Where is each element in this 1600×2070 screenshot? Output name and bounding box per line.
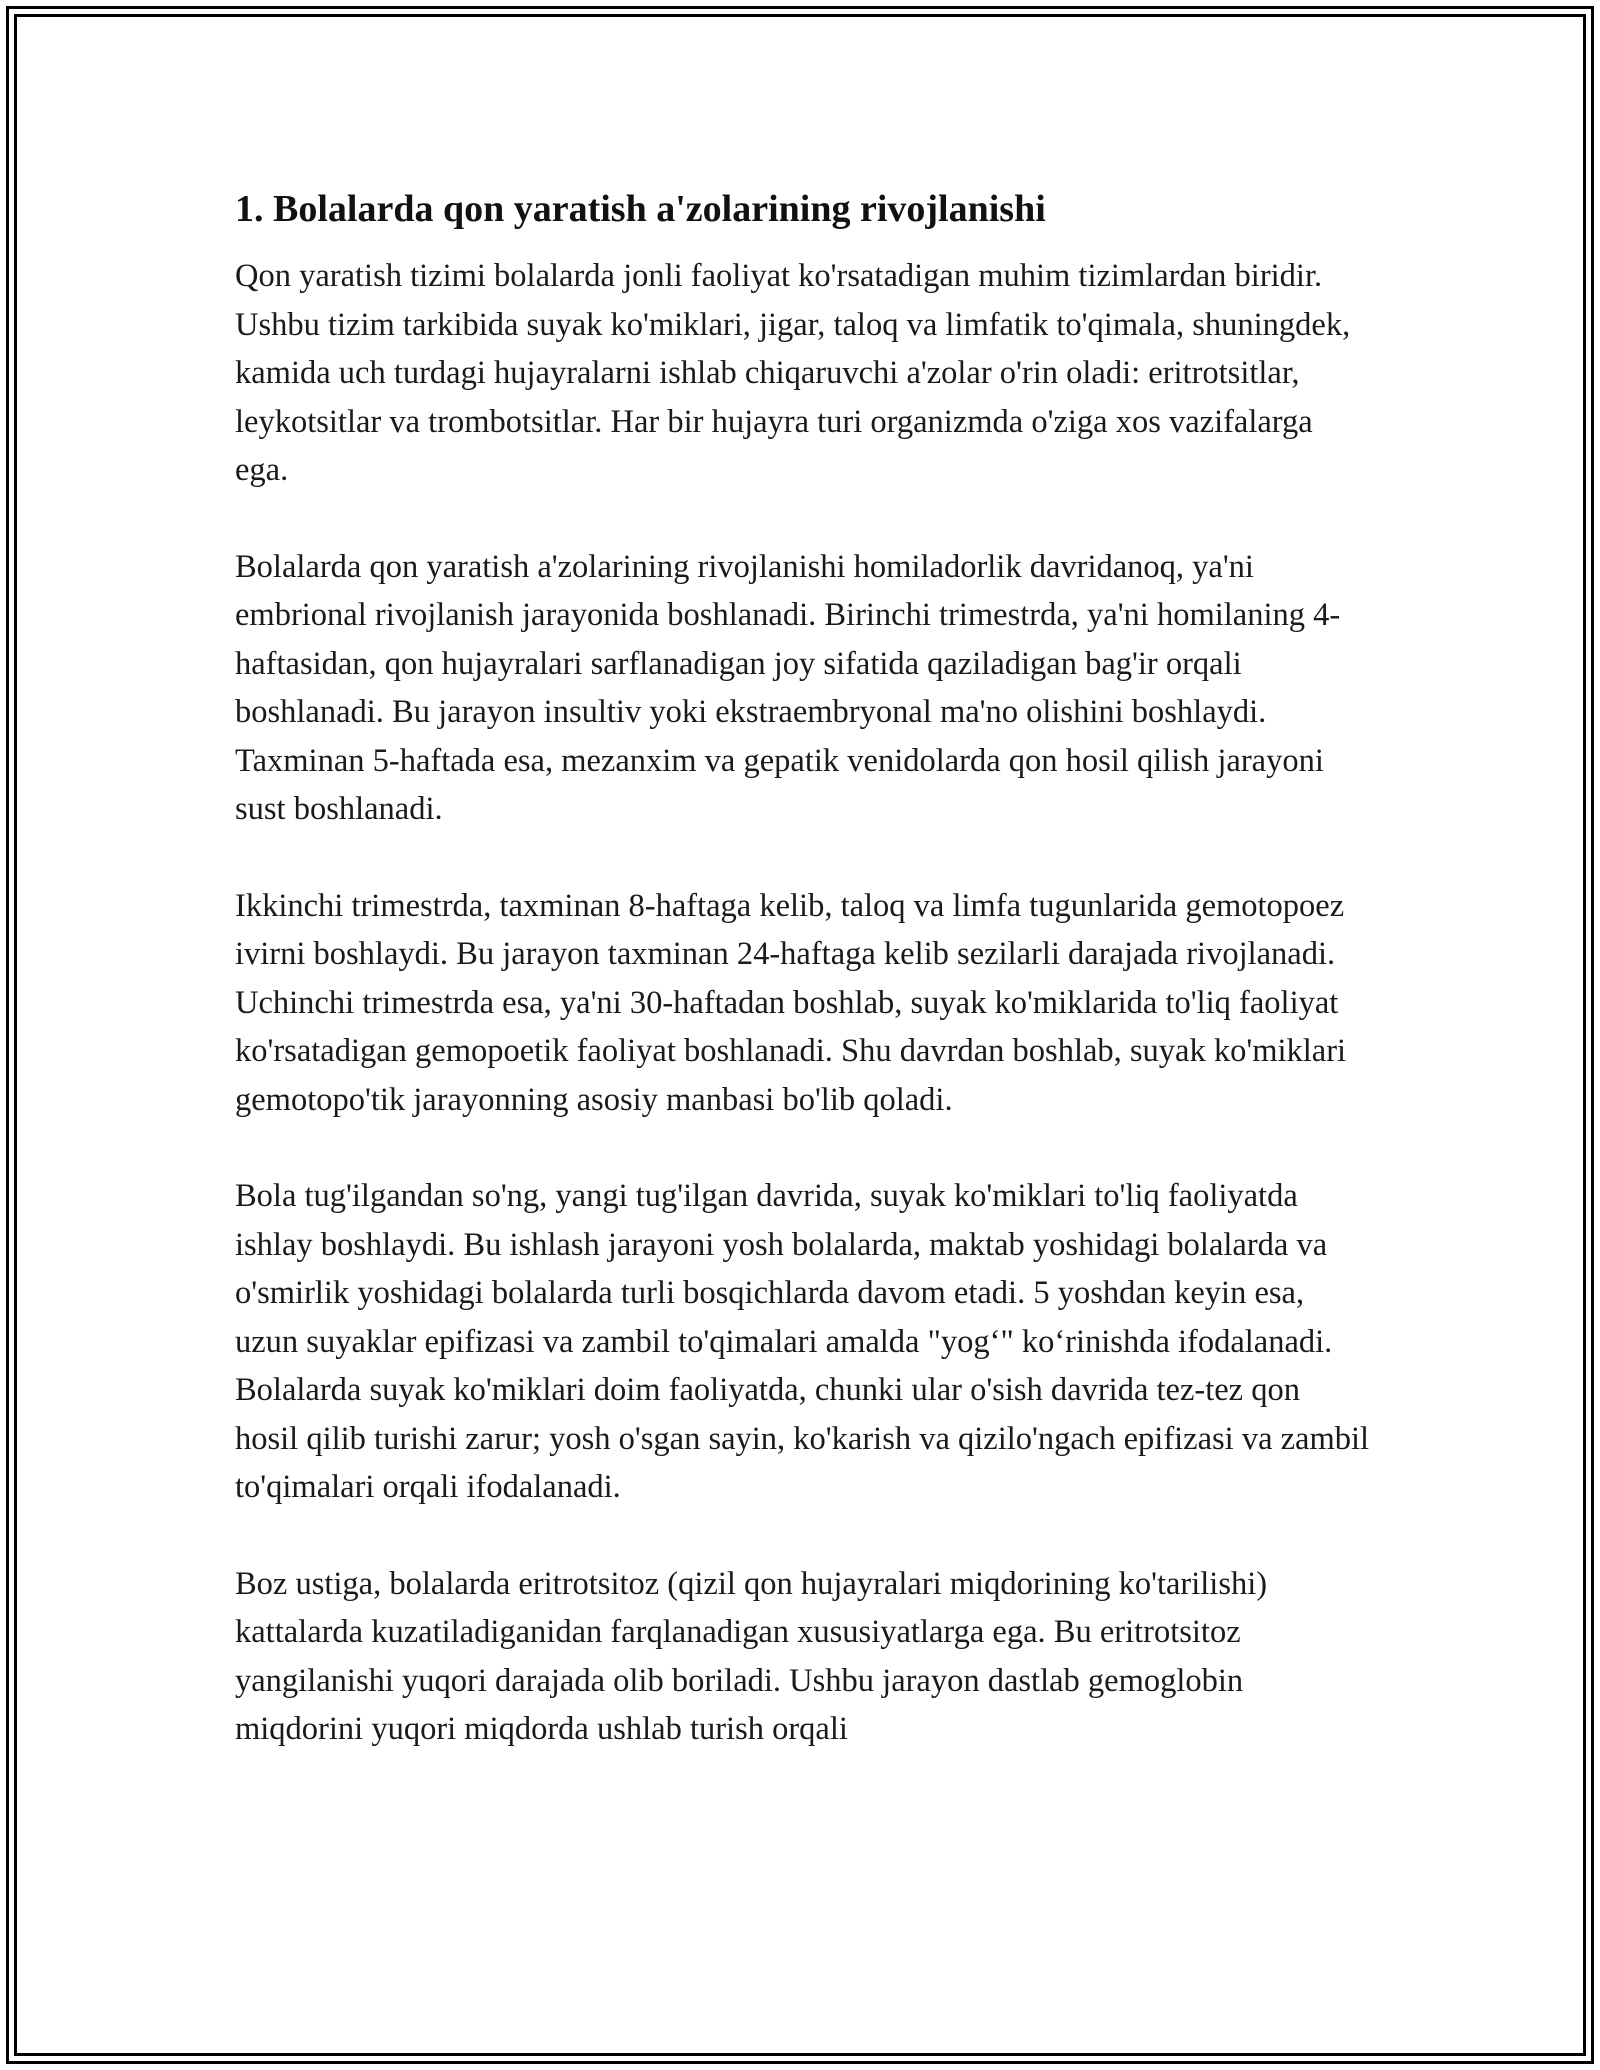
paragraph-4: Bola tug'ilgandan so'ng, yangi tug'ilgan davrida, suyak ko'miklari to'liq faoliyatda ishlay boshlaydi. Bu ishlash jarayoni yosh bolalarda, maktab yoshidagi bolalarda va o'smirlik yoshidagi bolalarda turli bosqichlarda davom etadi. 5 yoshdan keyin esa, uzun suyaklar epifizasi va zambil to'qimalari amalda "yog‘" ko‘rinishda ifodalanadi. Bolalarda suyak ko'miklari doim faoliyatda, chunki ular o'sish davrida tez-tez qon hosil qilib turishi zarur; yosh o'sgan sayin, ko'karish va qizilo'ngach epifizasi va zambil to'qimalari orqali ifodalanadi. [235, 1178, 1370, 1505]
document-body [235, 186, 1370, 1802]
paragraph-3: Ikkinchi trimestrda, taxminan 8-haftaga kelib, taloq va limfa tugunlarida gemotopoez ivirni boshlaydi. Bu jarayon taxminan 24-haftaga kelib sezilarli darajada rivojlanadi. Uchinchi trimestrda esa, ya'ni 30-haftadan boshlab, suyak ko'miklarida to'liq faoliyat ko'rsatadigan gemopoetik faoliyat boshlanadi. Shu davrdan boshlab, suyak ko'miklari gemotopo'tik jarayonning asosiy manbasi bo'lib qoladi. [235, 887, 1347, 1118]
paragraph-5: Boz ustiga, bolalarda eritrotsitoz (qizil qon hujayralari miqdorining ko'tarilishi) kattalarda kuzatiladiganidan farqlanadigan xususiyatlarga ega. Bu eritrotsitoz yangilanishi yuqori darajada olib boriladi. Ushbu jarayon dastlab gemoglobin miqdorini yuqori miqdorda ushlab turish orqali [235, 1565, 1268, 1747]
section-heading: 1. Bolalarda qon yaratish a'zolarining rivojlanishi [235, 188, 1046, 230]
paragraph-2: Bolalarda qon yaratish a'zolarining rivojlanishi homiladorlik davridanoq, ya'ni embrional rivojlanish jarayonida boshlanadi. Birinchi trimestrda, ya'ni homilaning 4-haftasidan, qon hujayralari sarflanadigan joy sifatida qaziladigan bag'ir orqali boshlanadi. Bu jarayon insultiv yoki ekstraembryonal ma'no olishini boshlaydi. Taxminan 5-haftada esa, mezanxim va gepatik venidolarda qon hosil qilish jarayoni sust boshlanadi. [235, 548, 1341, 827]
paragraph-1: Qon yaratish tizimi bolalarda jonli faoliyat ko'rsatadigan muhim tizimlardan biridir. Ushbu tizim tarkibida suyak ko'miklari, jigar, taloq va limfatik to'qimala, shuningdek, kamida uch turdagi hujayralarni ishlab chiqaruvchi a'zolar o'rin oladi: eritrotsitlar, leykotsitlar va trombotsitlar. Har bir hujayra turi organizmda o'ziga xos vazifalarga ega. [235, 258, 1351, 488]
